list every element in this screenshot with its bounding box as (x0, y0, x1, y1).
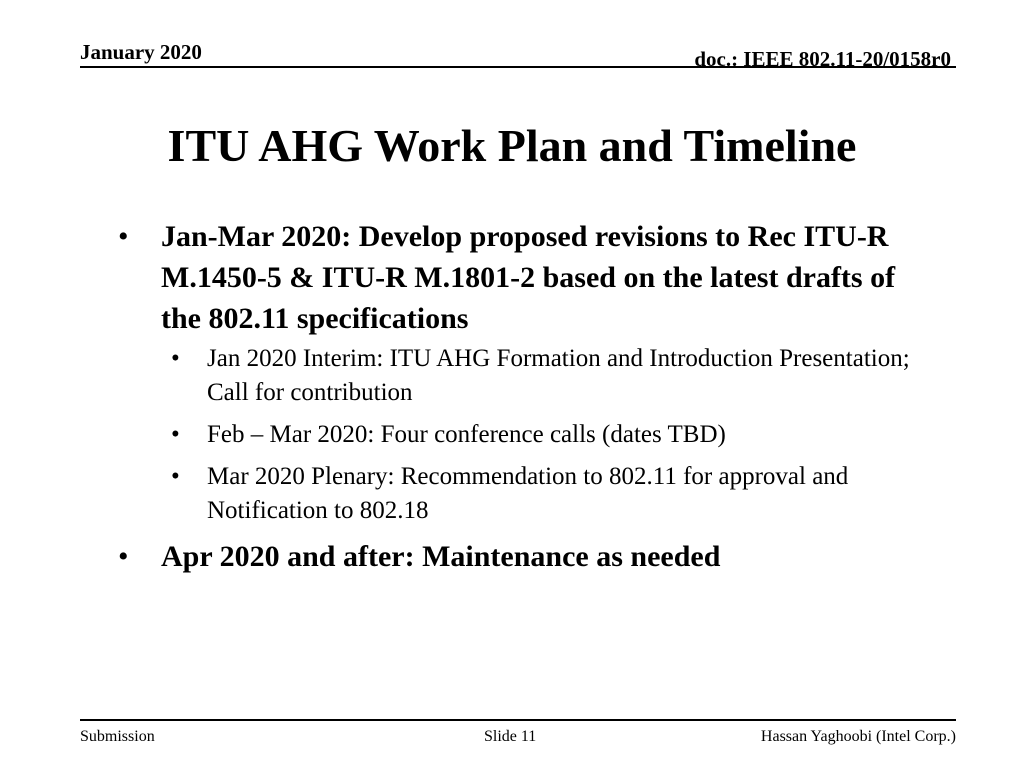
bullet-dot-icon: • (171, 463, 180, 490)
bullet-dot-icon: • (118, 220, 129, 253)
header-doc-id: doc.: IEEE 802.11-20/0158r0 (694, 47, 951, 71)
footer-divider (80, 719, 956, 721)
header-date: January 2020 (80, 40, 202, 64)
slide-title: ITU AHG Work Plan and Timeline (167, 120, 857, 171)
bullet-text: Apr 2020 and after: Maintenance as needed (161, 540, 721, 573)
bullet-item (118, 536, 918, 577)
bullet-dot-icon: • (171, 345, 180, 372)
bullet-dot-icon: • (118, 540, 129, 573)
sub-bullet-item (118, 342, 918, 410)
sub-bullet-item (118, 418, 918, 452)
bullet-text: Jan-Mar 2020: Develop proposed revisions to Rec ITU-R M.1450-5 & ITU-R M.1801-2 based on the latest drafts of the 802.11 specifications (161, 220, 896, 335)
slide-body (118, 216, 918, 577)
sub-bullet-text: Jan 2020 Interim: ITU AHG Formation and Introduction Presentation; Call for contribution (207, 345, 910, 406)
sub-bullet-text: Feb – Mar 2020: Four conference calls (dates TBD) (207, 421, 726, 448)
bullet-item (118, 216, 918, 339)
sub-bullet-list (118, 342, 918, 528)
sub-bullet-item (118, 460, 918, 528)
sub-bullet-text: Mar 2020 Plenary: Recommendation to 802.11 for approval and Notification to 802.18 (207, 463, 849, 524)
bullet-dot-icon: • (171, 421, 180, 448)
footer-slide-number: Slide 11 (484, 728, 537, 745)
footer-author: Hassan Yaghoobi (Intel Corp.) (760, 728, 956, 745)
header-divider (80, 66, 956, 68)
footer-submission: Submission (80, 728, 155, 745)
